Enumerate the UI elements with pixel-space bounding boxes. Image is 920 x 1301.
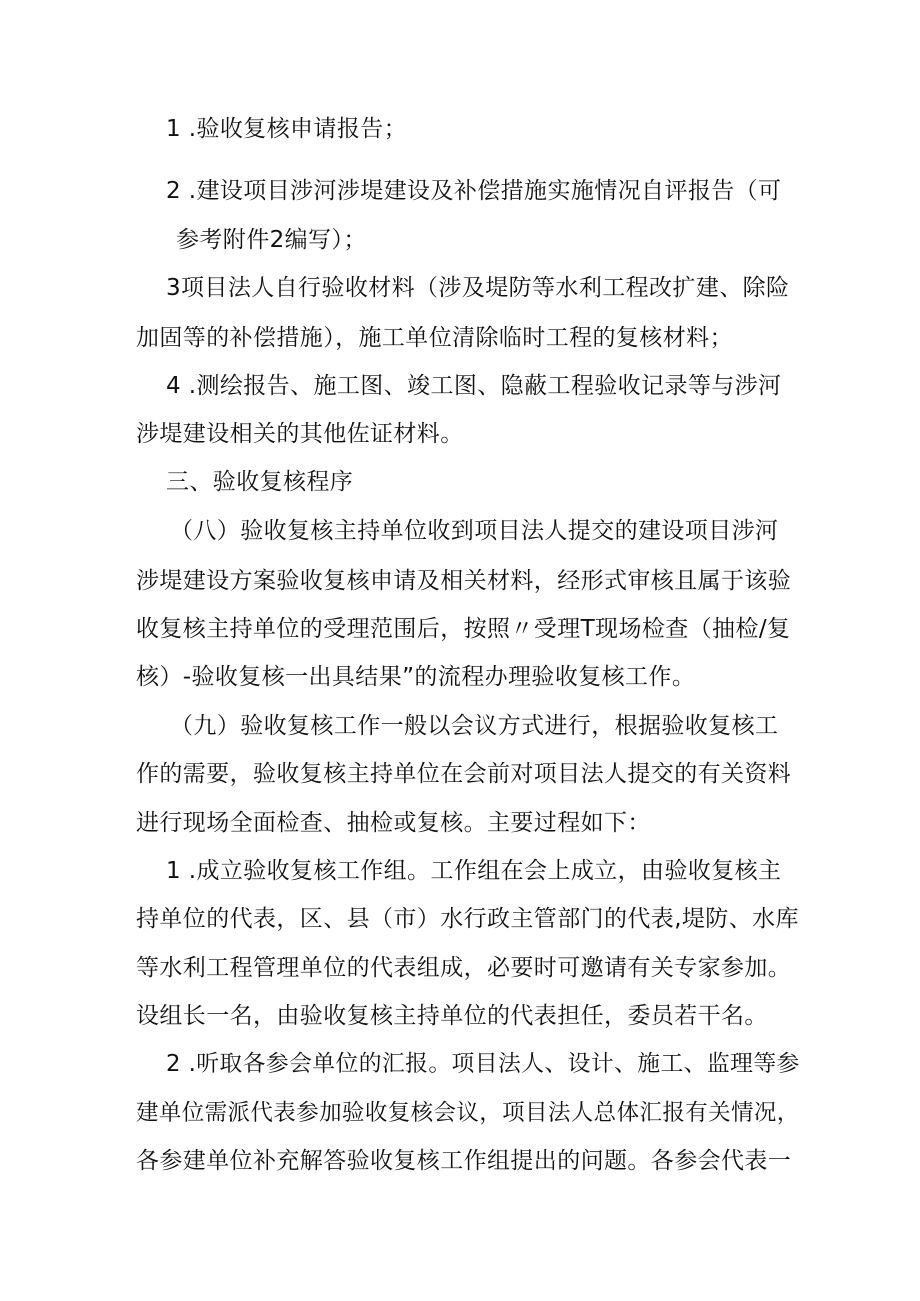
list-item-1: 1 .验收复核申请报告； [166,116,408,142]
paragraph-8-line-4: 核）-验收复核一出具结果”的流程办理验收复核工作。 [136,664,696,690]
step-1-line-2: 持单位的代表，区、县（市）水行政主管部门的代表,堤防、水库 [136,906,799,932]
list-item-4-line-1: 4 .测绘报告、施工图、竣工图、隐蔽工程验收记录等与涉河 [166,373,782,399]
paragraph-8-line-2: 涉堤建设方案验收复核申请及相关材料，经形式审核且属于该验 [136,568,792,594]
list-item-2-line-2: 参考附件2编写）； [176,227,367,253]
paragraph-9-line-3: 进行现场全面检查、抽检或复核。主要过程如下： [136,810,651,836]
paragraph-8-line-1: （八）验收复核主持单位收到项目法人提交的建设项目涉河 [170,518,779,544]
step-2-line-2: 建单位需派代表参加验收复核会议，项目法人总体汇报有关情况， [136,1100,800,1126]
list-item-3-line-1: 3项目法人自行验收材料（涉及堤防等水利工程改扩建、除险 [166,275,790,301]
paragraph-8-line-3: 收复核主持单位的受理范围后，按照〃受理T现场检查（抽检/复 [136,616,791,642]
list-item-3-line-2: 加固等的补偿措施），施工单位清除临时工程的复核材料； [136,325,733,351]
step-1-line-1: 1 .成立验收复核工作组。工作组在会上成立，由验收复核主 [166,858,782,884]
step-1-line-3: 等水利工程管理单位的代表组成，必要时可邀请有关专家参加。 [136,955,792,981]
step-2-line-1: 2 .听取各参会单位的汇报。项目法人、设计、施工、监理等参 [166,1051,800,1077]
list-item-2-line-1: 2 .建设项目涉河涉堤建设及补偿措施实施情况自评报告（可 [166,178,782,204]
step-1-line-4: 设组长一名，由验收复核主持单位的代表担任，委员若干名。 [136,1003,768,1029]
step-2-line-3: 各参建单位补充解答验收复核工作组提出的问题。各参会代表一 [136,1148,792,1174]
paragraph-9-line-2: 作的需要，验收复核主持单位在会前对项目法人提交的有关资料 [136,761,792,787]
section-heading: 三、验收复核程序 [166,469,354,495]
paragraph-9-line-1: （九）验收复核工作一般以会议方式进行，根据验收复核工 [170,713,779,739]
list-item-4-line-2: 涉堤建设相关的其他佐证材料。 [136,421,464,447]
